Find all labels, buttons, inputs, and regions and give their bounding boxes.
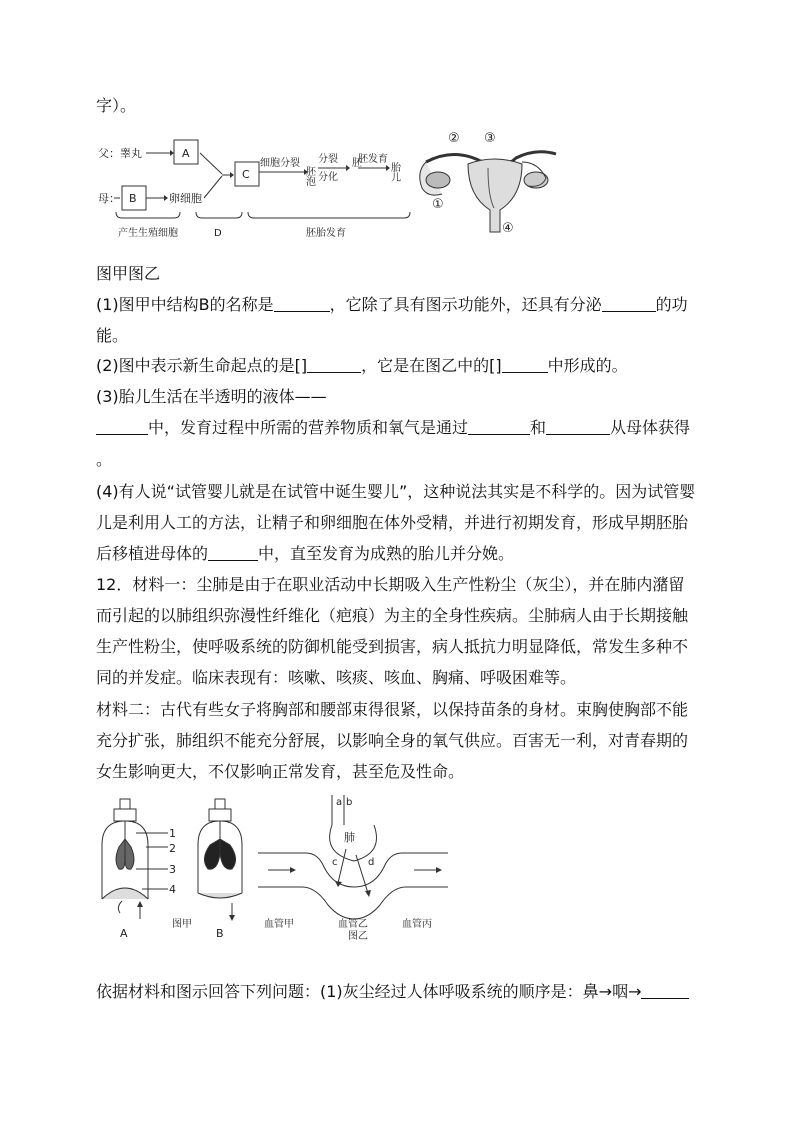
testis-label: 睾丸 bbox=[120, 147, 142, 160]
q12-material2-line2: 充分扩张，肺组织不能充分舒展，以影响全身的氧气供应。百害无一利，对青春期的 bbox=[96, 731, 689, 750]
vessel-yi-label: 血管乙 bbox=[338, 919, 368, 930]
label-a: a bbox=[336, 797, 343, 808]
final-question-text: 依据材料和图示回答下列问题：(1)灰尘经过人体呼吸系统的顺序是：鼻→咽→ bbox=[96, 982, 642, 1001]
vessel-jia-label: 血管甲 bbox=[264, 919, 294, 930]
answer-blank[interactable] bbox=[468, 418, 530, 435]
bell-jar-b bbox=[198, 799, 242, 921]
num2: ② bbox=[448, 132, 460, 146]
question-3-line1: (3)胎儿生活在半透明的液体—— bbox=[96, 387, 327, 406]
question-2 bbox=[96, 356, 628, 376]
figure-yi-caption: 图乙 bbox=[348, 931, 368, 940]
father-label: 父： bbox=[98, 147, 120, 160]
lung-label: 肺 bbox=[344, 831, 355, 844]
uterus-illustration bbox=[420, 152, 556, 232]
fetus-label: 胎儿 bbox=[388, 162, 400, 182]
q12-line4: 同的并发症。临床表现有：咳嗽、咳痰、咳血、胸痛、呼吸困难等。 bbox=[96, 668, 577, 687]
q12-line1: 12．材料一：尘肺是由于在职业活动中长期吸入生产性粉尘（灰尘），并在肺内潴留 bbox=[96, 575, 685, 594]
answer-blank[interactable] bbox=[96, 418, 148, 435]
label-4: 4 bbox=[169, 883, 176, 896]
question-3-line3: 。 bbox=[96, 450, 113, 469]
embryo-development-label: 胚胎发育 bbox=[306, 228, 346, 239]
q3-text-a: 中，发育过程中所需的营养物质和氧气是通过 bbox=[148, 418, 469, 437]
label-2: 2 bbox=[169, 842, 176, 855]
label-d: d bbox=[368, 857, 375, 868]
question-4-line1: (4)有人说“试管婴儿就是在试管中诞生婴儿”，这种说法其实是不科学的。因为试管婴 bbox=[96, 482, 696, 501]
division-label: 分裂 bbox=[318, 154, 338, 165]
answer-blank[interactable] bbox=[641, 982, 689, 999]
label-b: b bbox=[346, 797, 353, 808]
bell-jar-a bbox=[102, 799, 148, 919]
jar-a-label: A bbox=[120, 927, 128, 940]
lung-capillary bbox=[258, 795, 448, 919]
embryo-label: 胚 bbox=[352, 158, 362, 169]
germ-cells-label: 产生生殖细胞 bbox=[118, 228, 178, 239]
q12-material2-line1: 材料二：古代有些女子将胸部和腰部束得很紧，以保持苗条的身材。束胸使胸部不能 bbox=[96, 700, 689, 719]
egg-label: 卵细胞 bbox=[169, 192, 202, 205]
embryo-dev-label: 胚发育 bbox=[358, 154, 388, 165]
q12-line2: 而引起的以肺组织弥漫性纤维化（疤痕）为主的全身性疾病。尘肺病人由于长期接触 bbox=[96, 606, 689, 625]
q3-text-c: 从母体获得 bbox=[610, 418, 691, 437]
intro-tail: 字）。 bbox=[96, 96, 137, 115]
q4-text-b: 中，直至发育为成熟的胎儿并分娩。 bbox=[258, 544, 515, 563]
differentiation-label: 分化 bbox=[318, 172, 338, 183]
q12-line3: 生产性粉尘，使呼吸系统的防御机能受到损害，病人抵抗力明显降低，常发生多种不 bbox=[96, 637, 689, 656]
box-b-label: B bbox=[129, 192, 137, 205]
q2-text-c: 中形成的。 bbox=[547, 356, 628, 375]
question-4-line3 bbox=[96, 544, 514, 564]
label-c: c bbox=[332, 857, 338, 868]
question-1-line2: 能。 bbox=[96, 326, 129, 345]
cell-division-label: 细胞分裂 bbox=[260, 158, 300, 169]
vessel-bing-label: 血管丙 bbox=[402, 919, 432, 930]
answer-blank[interactable] bbox=[502, 356, 548, 373]
question-4-line2: 儿是利用人工的方法，让精子和卵细胞在体外受精，并进行初期发育，形成早期胚胎 bbox=[96, 513, 689, 532]
q1-text-b: ，它除了具有图示功能外，还具有分泌 bbox=[329, 295, 602, 314]
answer-blank[interactable] bbox=[307, 356, 361, 373]
q2-text-a: (2)图中表示新生命起点的是[] bbox=[96, 356, 308, 375]
question-3-line2 bbox=[96, 418, 690, 438]
reproduction-figure bbox=[96, 132, 566, 242]
answer-blank[interactable] bbox=[546, 418, 610, 435]
answer-blank[interactable] bbox=[602, 295, 656, 312]
num1: ① bbox=[432, 197, 444, 212]
label-3: 3 bbox=[169, 863, 176, 876]
question-1-line1 bbox=[96, 295, 688, 315]
answer-blank[interactable] bbox=[208, 544, 258, 561]
label-1: 1 bbox=[169, 827, 176, 840]
figure1-caption: 图甲图乙 bbox=[96, 264, 161, 283]
final-question bbox=[96, 982, 689, 1002]
respiration-figure bbox=[92, 795, 452, 940]
box-c-label: C bbox=[242, 168, 250, 181]
blastula-label: 胚泡 bbox=[303, 166, 315, 186]
q4-text-a: 后移植进母体的 bbox=[96, 544, 209, 563]
num4: ④ bbox=[502, 221, 514, 236]
figure-jia-caption: 图甲 bbox=[172, 919, 192, 930]
label-d: D bbox=[214, 228, 222, 239]
q3-text-b: 和 bbox=[530, 418, 547, 437]
jar-b-label: B bbox=[216, 927, 224, 940]
mother-label: 母： bbox=[98, 192, 120, 205]
box-a-label: A bbox=[182, 147, 190, 160]
q1-text-c: 的功 bbox=[655, 295, 688, 314]
answer-blank[interactable] bbox=[274, 295, 330, 312]
q2-text-b: ，它是在图乙中的[] bbox=[361, 356, 502, 375]
q1-text-a: (1)图甲中结构B的名称是 bbox=[96, 295, 274, 314]
q12-material2-line3: 女生影响更大，不仅影响正常发育，甚至危及性命。 bbox=[96, 762, 465, 781]
num3: ③ bbox=[484, 132, 496, 146]
